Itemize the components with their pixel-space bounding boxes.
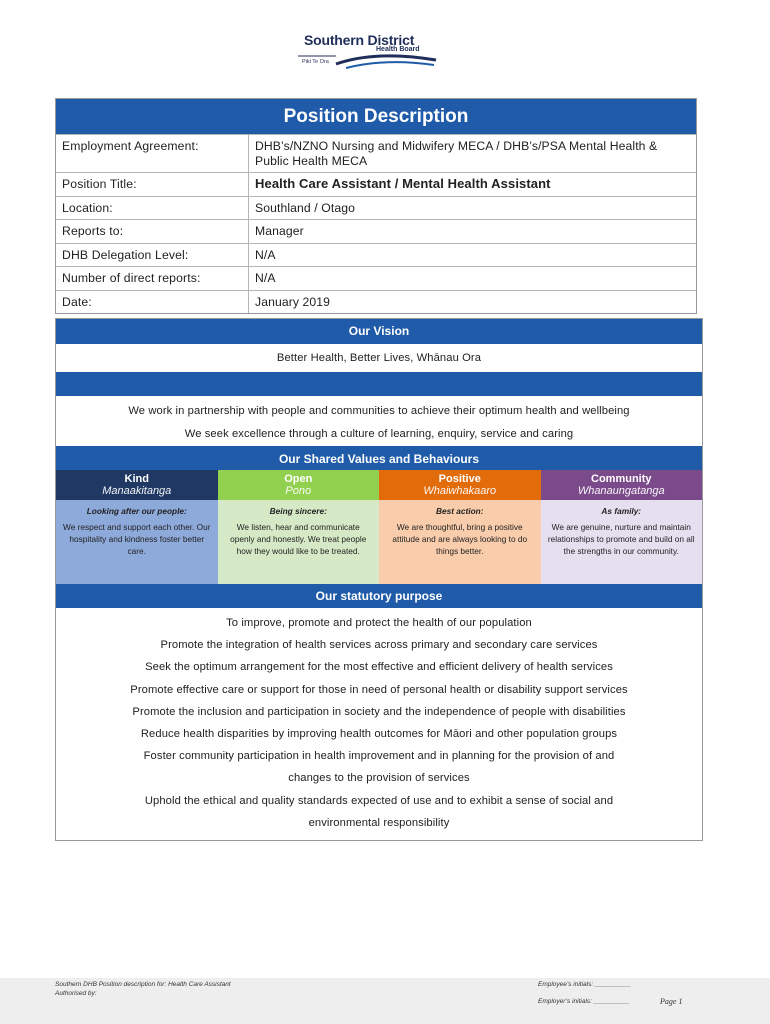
row-value: N/A bbox=[255, 271, 276, 286]
row-value: Manager bbox=[255, 224, 304, 239]
row-key: DHB Delegation Level: bbox=[56, 244, 249, 266]
position-title-value: Health Care Assistant / Mental Health Assistant bbox=[255, 176, 551, 191]
value-subtitle: Manaakitanga bbox=[102, 485, 172, 497]
statutory-line: Promote effective care or support for those in need of personal health or disability support services bbox=[130, 683, 628, 696]
value-text: We are genuine, nurture and maintain relationships to promote and build on all the strengths in our community. bbox=[547, 522, 695, 556]
value-body bbox=[56, 500, 218, 584]
logo-subtitle: Health Board bbox=[376, 46, 420, 53]
value-title: Positive bbox=[438, 473, 481, 485]
value-action: Best action: bbox=[436, 506, 484, 516]
value-header bbox=[379, 470, 541, 500]
footer-employer-initials: Employer’s initials: __________ bbox=[538, 998, 630, 1005]
statutory-line: To improve, promote and protect the health of our population bbox=[226, 617, 532, 629]
statutory-line: changes to the provision of services bbox=[288, 772, 470, 785]
row-value: N/A bbox=[255, 247, 276, 262]
value-body bbox=[218, 500, 380, 584]
southern-dhb-logo bbox=[296, 30, 441, 72]
logo-title: Southern District bbox=[304, 32, 415, 48]
value-open bbox=[218, 470, 380, 584]
value-text: We listen, hear and communicate openly and honestly. We treat people how they would like to be treated. bbox=[230, 522, 367, 556]
statutory-line: Promote the inclusion and participation in society and the independence of people with disabilities bbox=[132, 705, 626, 718]
statutory-line: Seek the optimum arrangement for the most effective and efficient delivery of health services bbox=[145, 661, 613, 674]
value-kind bbox=[56, 470, 218, 584]
statutory-line: Promote the integration of health services across primary and secondary care services bbox=[160, 639, 598, 652]
value-title: Open bbox=[284, 473, 313, 485]
value-community bbox=[541, 470, 703, 584]
table-row bbox=[56, 172, 696, 196]
value-subtitle: Pono bbox=[285, 485, 312, 497]
row-key: Reports to: bbox=[56, 220, 249, 242]
value-action: As family: bbox=[601, 506, 642, 516]
statutory-line: Reduce health disparities by improving health outcomes for Māori and other population groups bbox=[140, 727, 618, 740]
value-positive bbox=[379, 470, 541, 584]
row-key: Date: bbox=[56, 291, 249, 313]
value-action: Being sincere: bbox=[269, 506, 327, 516]
row-value: January 2019 bbox=[255, 294, 331, 309]
table-row bbox=[56, 196, 696, 219]
vision-values-block bbox=[55, 318, 703, 841]
value-subtitle: Whanaungatanga bbox=[577, 485, 665, 497]
row-value: DHB’s/NZNO Nursing and Midwifery MECA / DHB’s/PSA Mental Health & Public Health MECA bbox=[255, 139, 658, 168]
footer-position-label: Southern DHB Position description for: Health Care Assistant bbox=[55, 981, 231, 988]
statutory-line: Uphold the ethical and quality standards expected of use and to exhibit a sense of social and bbox=[144, 794, 614, 807]
footer-employee-initials: Employee’s initials: __________ bbox=[538, 981, 632, 988]
statutory-heading: Our statutory purpose bbox=[56, 584, 702, 608]
row-key: Employment Agreement: bbox=[56, 135, 249, 172]
statutory-line: environmental responsibility bbox=[308, 816, 450, 829]
position-description-table bbox=[55, 98, 697, 314]
logo-tagline: Piki Te Ora bbox=[302, 59, 329, 65]
vision-text: Better Health, Better Lives, Whānau Ora bbox=[276, 352, 482, 364]
table-row bbox=[56, 134, 696, 172]
value-subtitle: Whaiwhakaaro bbox=[423, 485, 497, 497]
page-number: Page 1 bbox=[660, 997, 683, 1006]
table-row bbox=[56, 266, 696, 289]
value-action: Looking after our people: bbox=[86, 506, 187, 516]
row-key: Location: bbox=[56, 197, 249, 219]
table-row bbox=[56, 219, 696, 242]
footer-authorised-label: Authorised by: bbox=[55, 990, 97, 997]
value-title: Kind bbox=[124, 473, 149, 485]
mission-band bbox=[56, 372, 702, 396]
value-body bbox=[379, 500, 541, 584]
mission-line: We seek excellence through a culture of learning, enquiry, service and caring bbox=[184, 428, 574, 440]
row-key: Position Title: bbox=[56, 173, 249, 196]
value-header bbox=[56, 470, 218, 500]
row-value: Southland / Otago bbox=[255, 201, 355, 215]
value-text: We are thoughtful, bring a positive attitude and are always looking to do things better. bbox=[392, 522, 528, 556]
statutory-list bbox=[56, 608, 702, 840]
table-row bbox=[56, 290, 696, 313]
values-grid bbox=[56, 470, 702, 584]
page-footer bbox=[0, 978, 770, 1024]
value-text: We respect and support each other. Our hospitality and kindness foster better care. bbox=[63, 522, 211, 556]
value-body bbox=[541, 500, 703, 584]
statutory-line: Foster community participation in health improvement and in planning for the provision of and bbox=[143, 750, 615, 763]
position-description-heading: Position Description bbox=[56, 99, 696, 134]
value-header bbox=[541, 470, 703, 500]
row-key: Number of direct reports: bbox=[56, 267, 249, 289]
values-heading: Our Shared Values and Behaviours bbox=[56, 446, 702, 470]
value-title: Community bbox=[591, 473, 652, 485]
table-row bbox=[56, 243, 696, 266]
vision-heading: Our Vision bbox=[56, 319, 702, 344]
value-header bbox=[218, 470, 380, 500]
mission-line: We work in partnership with people and communities to achieve their optimum health and wellbeing bbox=[128, 405, 630, 417]
